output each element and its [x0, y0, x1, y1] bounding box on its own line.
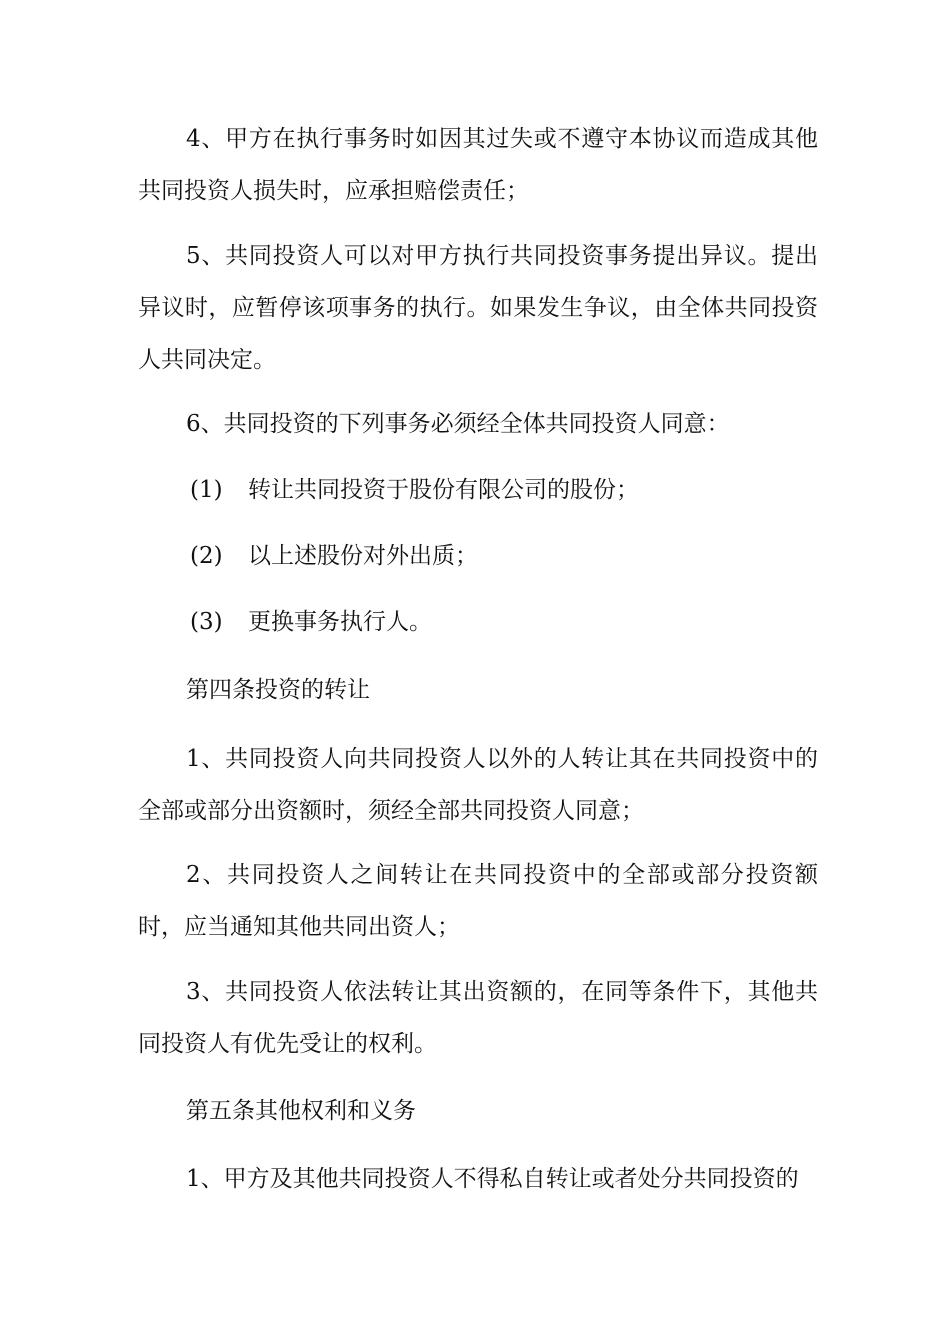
section-4-paragraph-3: 3、共同投资人依法转让其出资额的，在同等条件下，其他共同投资人有优先受让的权利。	[138, 979, 818, 1057]
paragraph-clause-6: 6、共同投资的下列事务必须经全体共同投资人同意：	[186, 411, 730, 437]
list-item-number: (3)	[190, 609, 223, 635]
list-item-2	[190, 530, 478, 582]
list-item-text: 更换事务执行人。	[248, 609, 432, 635]
section-4-paragraph-1: 1、共同投资人向共同投资人以外的人转让其在共同投资中的全部或部分出资额时，须经全部共同投资人同意；	[138, 746, 818, 824]
section-4-heading: 第四条投资的转让	[186, 677, 370, 703]
paragraph-clause-4: 4、甲方在执行事务时如因其过失或不遵守本协议而造成其他共同投资人损失时，应承担赔偿责任；	[138, 126, 818, 204]
list-item-text: 以上述股份对外出质；	[248, 543, 478, 569]
list-item-3	[190, 596, 432, 648]
section-5-paragraph-1: 1、甲方及其他共同投资人不得私自转让或者处分共同投资的	[186, 1166, 799, 1192]
list-item-number: (2)	[190, 543, 223, 569]
list-item-text: 转让共同投资于股份有限公司的股份；	[248, 477, 639, 503]
section-5-heading: 第五条其他权利和义务	[186, 1098, 416, 1124]
list-item-number: (1)	[190, 477, 223, 503]
list-item-1	[190, 464, 639, 516]
paragraph-clause-5: 5、共同投资人可以对甲方执行共同投资事务提出异议。提出异议时，应暂停该项事务的执行。如果发生争议，由全体共同投资人共同决定。	[138, 243, 818, 373]
section-4-paragraph-2: 2、共同投资人之间转让在共同投资中的全部或部分投资额时，应当通知其他共同出资人；	[138, 862, 818, 940]
